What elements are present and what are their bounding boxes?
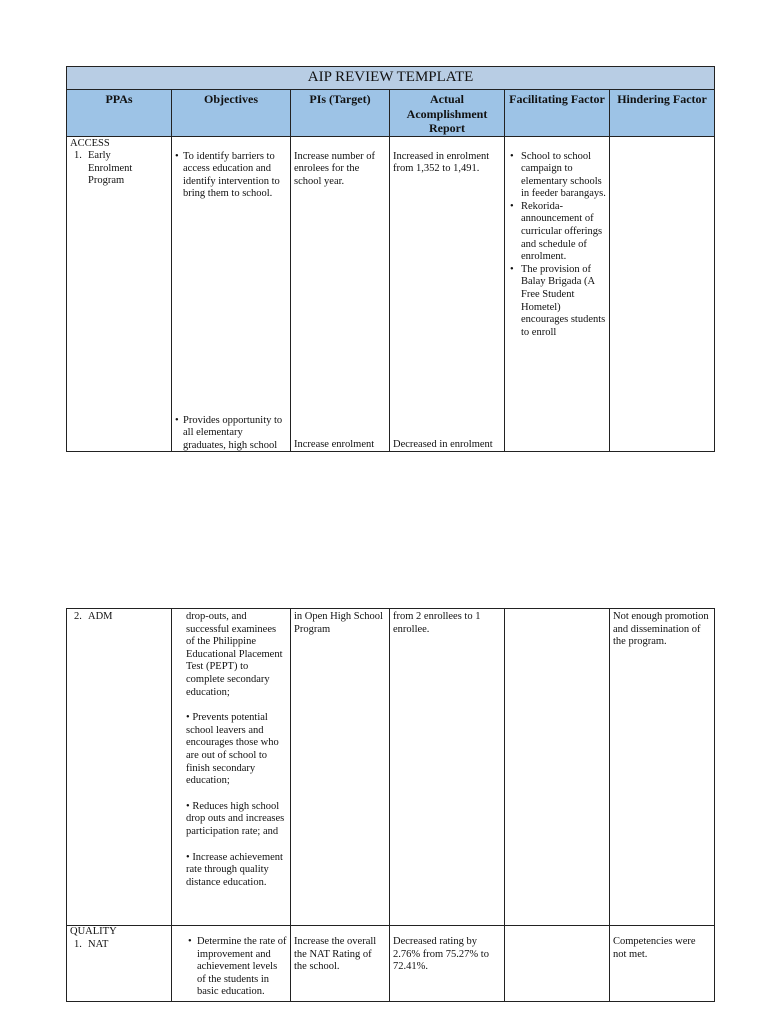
header-pis: PIs (Target) <box>291 90 390 137</box>
ppa-item <box>70 150 168 188</box>
objective-list <box>175 936 287 999</box>
list-item: • School to school campaign to elementary schools in feeder barangays. <box>521 151 606 201</box>
list-item: • Rekorida- announcement of curricular offerings and schedule of enrolment. <box>521 201 606 264</box>
ppa-item-number: 2. <box>74 611 82 622</box>
objective-item: • Prevents potential school leavers and encourages those who are out of school to finish secondary education; <box>186 712 279 787</box>
hindering-cell: Not enough promotion and dissemination of the program. <box>610 609 715 926</box>
actual-cell: Decreased rating by 2.76% from 75.27% to 72.41%. <box>390 926 505 1002</box>
objectives-cell <box>172 926 291 1002</box>
ppa-cell <box>67 926 172 1002</box>
ppa-item <box>70 939 168 952</box>
table-title: AIP REVIEW TEMPLATE <box>67 67 715 90</box>
pi-text: Increase number of enrolees for the school year. <box>294 150 376 187</box>
objective-item: drop-outs, and successful examinees of the Philippine Educational Placement Test (PEPT) to complete secondary education; <box>186 611 283 698</box>
objectives-cell <box>172 136 291 451</box>
list-item: • The provision of Balay Brigada (A Free Student Hometel) encourages students to enroll <box>521 264 606 340</box>
pi-cell: Increase the overall the NAT Rating of the school. <box>291 926 390 1002</box>
header-objectives: Objectives <box>172 90 291 137</box>
ppa-item-name: Early Enrolment Program <box>88 150 133 187</box>
section-label-access: ACCESS <box>70 137 110 149</box>
header-hindering: Hindering Factor <box>610 90 715 137</box>
facilitating-cell <box>505 609 610 926</box>
ppa-item <box>70 611 168 624</box>
objective-item: • Reduces high school drop outs and increases participation rate; and <box>186 800 285 837</box>
facilitating-list <box>508 151 606 340</box>
aip-review-table-continued <box>66 608 715 1002</box>
ppa-cell <box>67 136 172 451</box>
aip-review-table <box>66 66 715 452</box>
header-actual: Actual Acomplishment Report <box>390 90 505 137</box>
facilitating-cell <box>505 926 610 1002</box>
facilitating-cell <box>505 136 610 451</box>
actual-cell: from 2 enrollees to 1 enrollee. <box>390 609 505 926</box>
section-label-quality: QUALITY <box>70 926 117 937</box>
pi-cell <box>291 136 390 451</box>
actual-text: Decreased in enrolment <box>393 438 493 450</box>
ppa-cell <box>67 609 172 926</box>
objectives-cell <box>172 609 291 926</box>
pi-cell: in Open High School Program <box>291 609 390 926</box>
objective-item: • Determine the rate of improvement and achievement levels of the students in basic education. <box>197 936 287 999</box>
objective-item: • Provides opportunity to all elementary graduates, high school <box>175 415 287 453</box>
hindering-cell: Competencies were not met. <box>610 926 715 1002</box>
actual-text: Increased in enrolment from 1,352 to 1,491. <box>393 150 490 175</box>
ppa-item-number: 1. <box>74 150 82 162</box>
objective-item: • Increase achievement rate through quality distance education. <box>186 851 283 888</box>
hindering-cell <box>610 136 715 451</box>
objective-item: • To identify barriers to access education and identify intervention to bring them to school. <box>175 151 287 201</box>
ppa-item-name: ADM <box>88 611 113 622</box>
aip-table-top <box>66 66 714 452</box>
aip-table-bottom <box>66 608 714 1002</box>
header-ppas: PPAs <box>67 90 172 137</box>
ppa-item-number: 1. <box>74 938 82 950</box>
header-facilitating: Facilitating Factor <box>505 90 610 137</box>
ppa-item-name: NAT <box>88 938 109 950</box>
actual-cell <box>390 136 505 451</box>
pi-text: Increase enrolment <box>294 438 375 450</box>
